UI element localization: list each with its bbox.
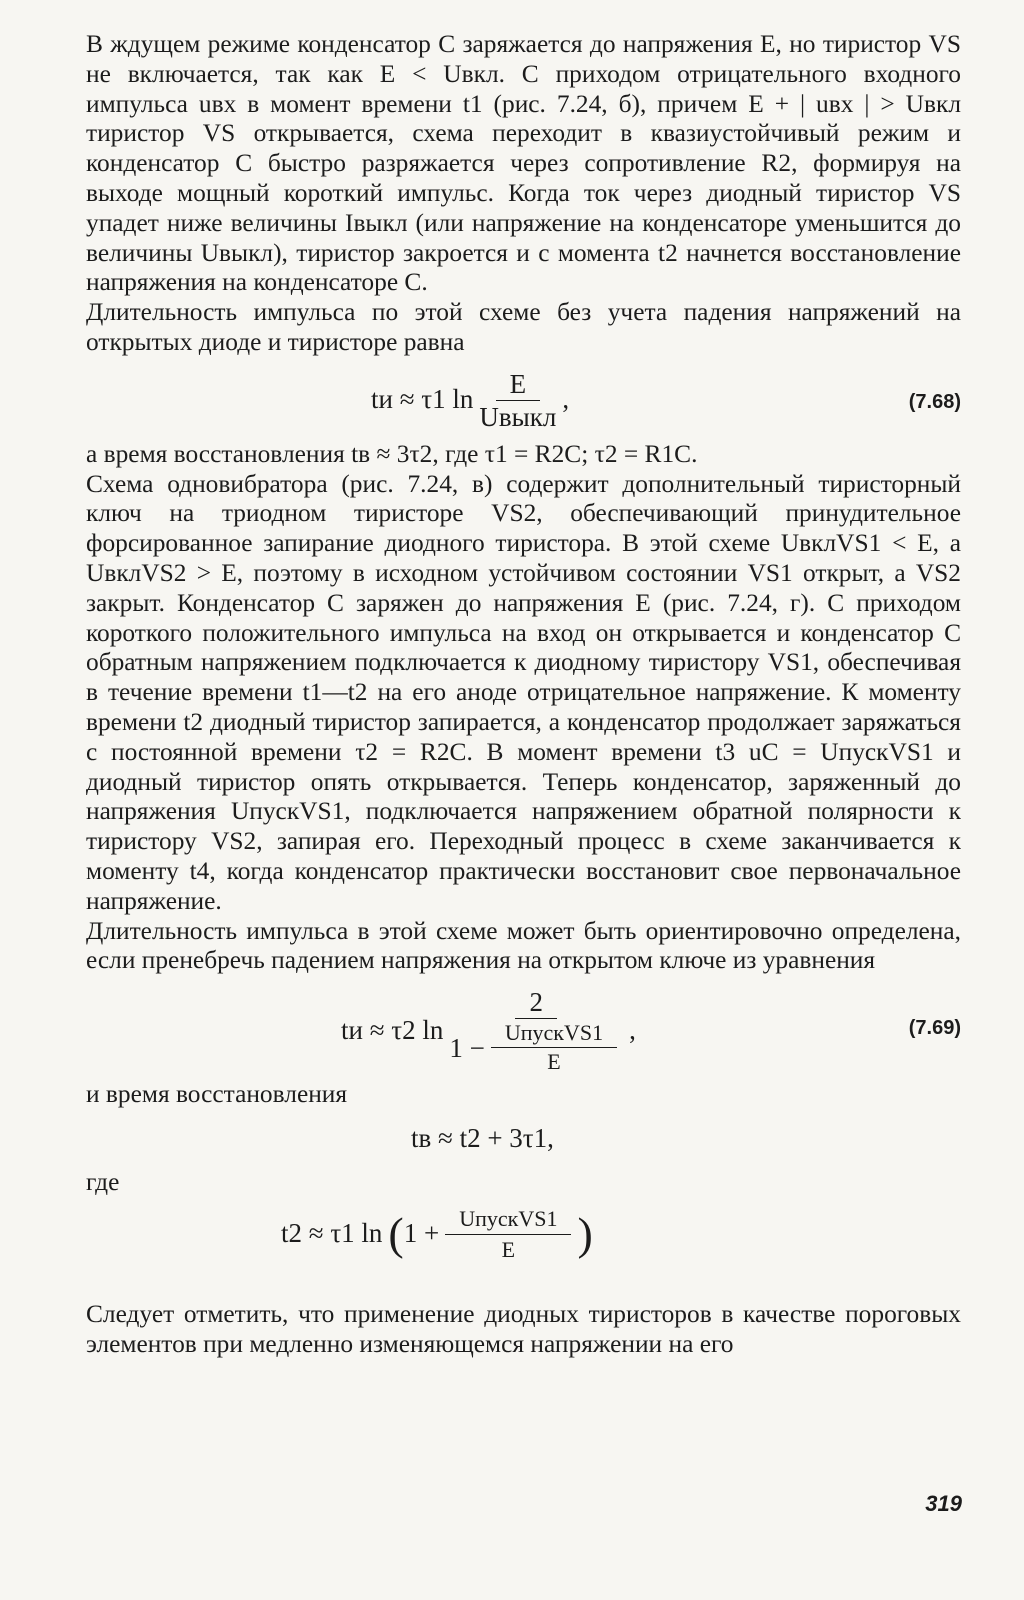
equation-7-68 — [86, 370, 961, 434]
eq1-tail: , — [562, 384, 570, 415]
eq1-fraction — [479, 370, 556, 431]
eq4-close-paren: ) — [577, 1208, 593, 1260]
eq4-lhs: t2 ≈ τ1 ln — [281, 1218, 383, 1249]
eq1-lhs: tи ≈ τ1 ln — [371, 384, 474, 415]
paragraph-5: Длительность импульса в этой схеме может быть ориентировочно определена, если пренебречь падением напряжения на открытом ключе из уравнения — [86, 916, 961, 975]
eq2-inner-denominator: E — [547, 1049, 561, 1075]
paragraph-3: а время восстановления tв ≈ 3τ2, где τ1 = R2C; τ2 = R1C. — [86, 439, 698, 468]
equation-t2 — [86, 1206, 961, 1276]
paragraph-4: Схема одновибратора (рис. 7.24, в) содержит дополнительный тиристорный ключ на триодном тиристоре VS2, обеспечивающий принудительное форсированное запирание диодного тиристора. В этой схеме UвклVS1 < E, а UвклVS2 > E, поэтому в исходном устойчивом состоянии VS1 открыт, а VS2 закрыт. Конденсатор C заряжен до напряжения E (рис. 7.24, г). С приходом короткого положительного импульса на вход он открывается и конденсатор C обратным напряжением подключается к диодному тиристору VS1, обеспечивая в течение времени t1—t2 на его аноде отрицательное напряжение. К моменту времени t2 диодный тиристор запирается, а конденсатор продолжает заряжаться с постоянной времени τ2 = R2C. В момент времени t3 uC = UпускVS1 и диодный тиристор опять открывается. Теперь конденсатор, заряженный до напряжения UпускVS1, подключается напряжением обратной полярности к тиристору VS2, запирая его. Переходный процесс в схеме заканчивается к моменту t4, когда конденсатор практически восстановит свое первоначальное напряжение. — [86, 469, 961, 915]
eq1-label: (7.68) — [908, 390, 961, 413]
eq2-inner-fraction — [491, 1021, 617, 1074]
eq4-open-paren: ( — [388, 1208, 404, 1260]
equation-recovery-time — [86, 1118, 961, 1164]
eq2-tail: , — [629, 1015, 636, 1046]
eq4-denominator: E — [501, 1236, 516, 1262]
paragraph-6: и время восстановления — [86, 1080, 348, 1109]
eq2-den-prefix: 1 − — [449, 1032, 485, 1063]
eq3-text: tв ≈ t2 + 3τ1, — [411, 1122, 554, 1153]
page-body — [86, 30, 961, 1359]
eq2-inner-numerator: UпускVS1 — [491, 1021, 617, 1048]
eq2-lhs: tи ≈ τ2 ln — [341, 1015, 444, 1046]
eq2-label: (7.69) — [908, 1017, 961, 1040]
eq2-fraction — [449, 988, 623, 1074]
equation-7-69 — [86, 988, 961, 1074]
eq1-denominator: Uвыкл — [479, 401, 557, 432]
eq4-prefix: 1 + — [403, 1218, 440, 1249]
eq4-fraction — [445, 1206, 571, 1263]
paragraph-8: Следует отметить, что применение диодных тиристоров в качестве пороговых элементов при медленно изменяющемся напряжении на его — [86, 1299, 961, 1358]
eq1-numerator: E — [496, 370, 541, 401]
paragraph-7: где — [86, 1167, 120, 1196]
page-number: 319 — [925, 1491, 962, 1516]
paragraph-1: В ждущем режиме конденсатор C заряжается до напряжения E, но тиристор VS не включается, так как E < Uвкл. С приходом отрицательного входного импульса uвх в момент времени t1 (рис. 7.24, б), причем E + | uвх | > Uвкл тиристор VS открывается, схема переходит в квазиустойчивый режим и конденсатор C быстро разряжается через сопротивление R2, формируя на выходе мощный короткий импульс. Когда ток через диодный тиристор VS упадет ниже величины Iвыкл (или напряжение на конденсаторе уменьшится до величины Uвыкл), тиристор закроется и с момента t2 начнется восстановление напряжения на конденсаторе C. — [86, 30, 961, 297]
eq2-numerator: 2 — [515, 988, 557, 1019]
eq4-numerator: UпускVS1 — [445, 1206, 571, 1235]
eq2-denominator — [449, 1019, 623, 1074]
paragraph-2: Длительность импульса по этой схеме без учета падения напряжений на открытых диоде и тиристоре равна — [86, 298, 961, 356]
